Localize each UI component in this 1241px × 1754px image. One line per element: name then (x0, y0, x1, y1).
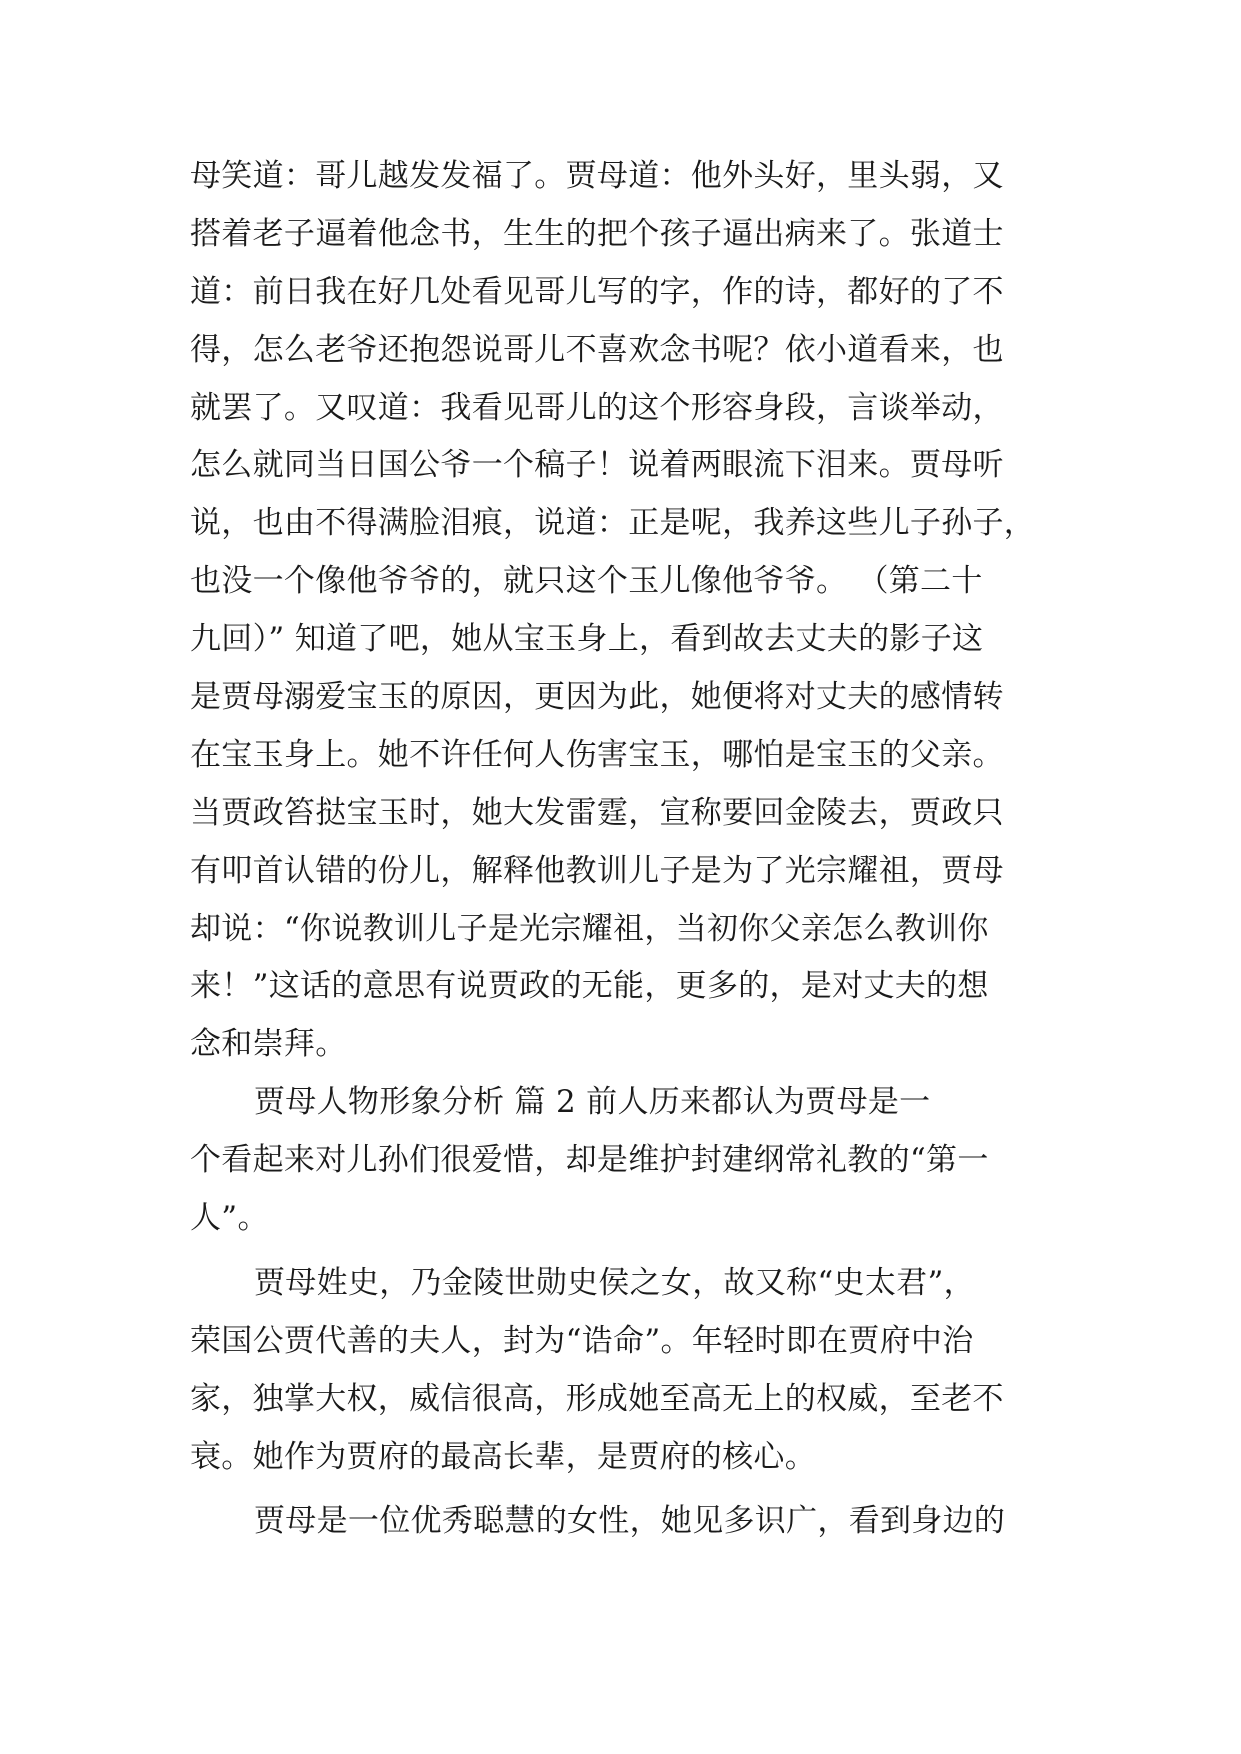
text-line: 是贾母溺爱宝玉的原因，更因为此，她便将对丈夫的感情转 (190, 679, 1004, 716)
paragraph-start-line: 贾母是一位优秀聪慧的女性，她见多识广，看到身边的 (254, 1503, 1006, 1540)
text-line: 道：前日我在好几处看见哥儿写的字，作的诗，都好的了不 (190, 273, 1004, 310)
paragraph-start-line: 贾母姓史，乃金陵世勋史侯之女，故又称“史太君”， (254, 1264, 975, 1301)
text-line: 有叩首认错的份儿，解释他教训儿子是为了光宗耀祖，贾母 (190, 852, 1004, 889)
text-line: 人”。 (190, 1200, 269, 1237)
text-line: 来！”这话的意思有说贾政的无能，更多的，是对丈夫的想 (190, 968, 989, 1005)
text-line: 怎么就同当日国公爷一个稿子！说着两眼流下泪来。贾母听 (190, 447, 1004, 484)
text-line: 九回）” 知道了吧，她从宝玉身上，看到故去丈夫的影子这 (190, 621, 984, 658)
text-line: 个看起来对儿孙们很爱惜，却是维护封建纲常礼教的“第一 (190, 1142, 989, 1179)
text-line: 却说：“你说教训儿子是光宗耀祖，当初你父亲怎么教训你 (190, 910, 989, 947)
text-line: 衰。她作为贾府的最高长辈，是贾府的核心。 (190, 1438, 816, 1475)
text-line: 当贾政笞挞宝玉时，她大发雷霆，宣称要回金陵去，贾政只 (190, 794, 1004, 831)
section-heading-line: 贾母人物形象分析 篇 2 前人历来都认为贾母是一 (254, 1084, 931, 1121)
body-text (190, 148, 1070, 1551)
text-line: 母笑道：哥儿越发发福了。贾母道：他外头好，里头弱，又 (190, 158, 1004, 194)
text-line: 搭着老子逼着他念书，生生的把个孩子逼出病来了。张道士 (190, 215, 1004, 252)
text-line: 说，也由不得满脸泪痕，说道：正是呢，我养这些儿子孙子， (190, 505, 1036, 542)
text-line: 就罢了。又叹道：我看见哥儿的这个形容身段，言谈举动， (190, 389, 1004, 426)
text-line: 念和崇拜。 (190, 1026, 347, 1063)
text-line: 在宝玉身上。她不许任何人伤害宝玉，哪怕是宝玉的父亲。 (190, 736, 1004, 773)
text-line: 家，独掌大权，威信很高，形成她至高无上的权威，至老不 (190, 1380, 1004, 1417)
text-line: 得，怎么老爷还抱怨说哥儿不喜欢念书呢？依小道看来，也 (190, 331, 1004, 368)
text-line: 也没一个像他爷爷的，就只这个玉儿像他爷爷。 （第二十 (190, 563, 983, 600)
text-line: 荣国公贾代善的夫人，封为“诰命”。年轻时即在贾府中治 (190, 1322, 974, 1359)
